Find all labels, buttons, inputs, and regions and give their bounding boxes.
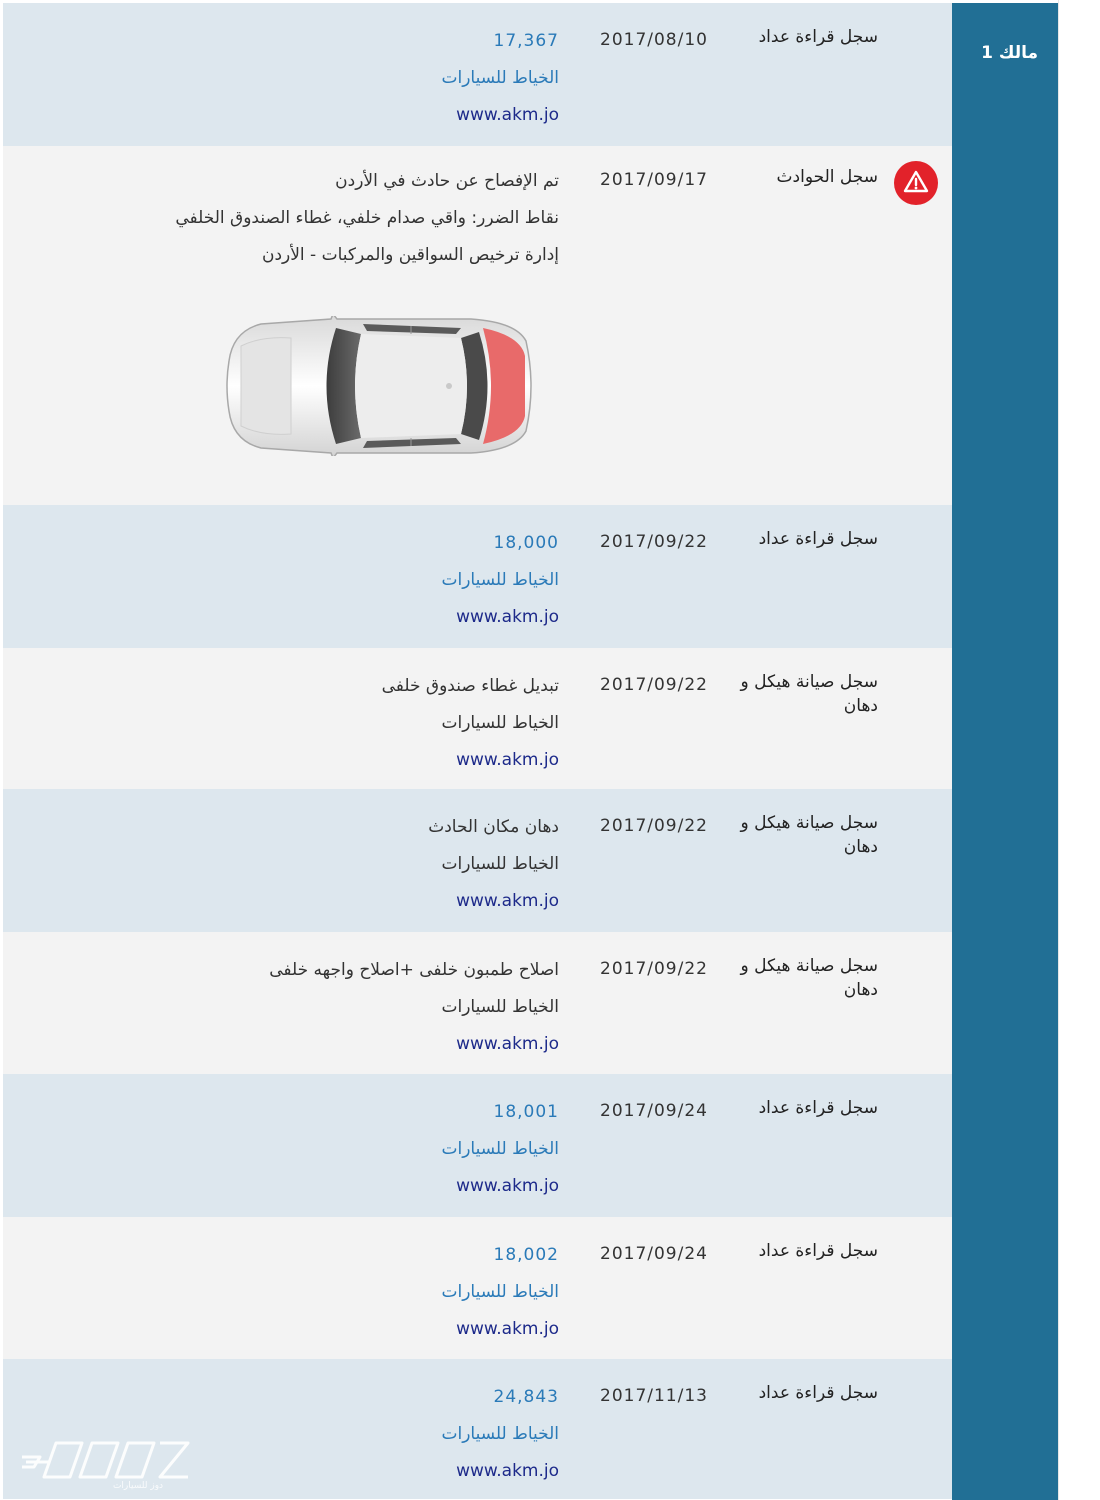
record-type: سجل صيانة هيكل و دهان [740, 813, 878, 857]
record-details [441, 1101, 559, 1212]
dealer-name: الخياط للسيارات [441, 1282, 559, 1302]
dealer-website-link[interactable]: www.akm.jo [456, 891, 559, 911]
dealer-website-link[interactable]: www.akm.jo [456, 1176, 559, 1196]
record-details [382, 675, 559, 786]
odometer-record [3, 1217, 952, 1359]
dealer-website-link[interactable]: www.akm.jo [456, 1461, 559, 1481]
dealer-name: الخياط للسيارات [441, 68, 559, 88]
record-type: سجل صيانة هيكل و دهان [740, 672, 878, 716]
record-details [441, 30, 559, 141]
record-details [441, 1244, 559, 1355]
record-type: سجل قراءة عداد [758, 529, 878, 549]
record-date: 2017/11/13 [600, 1386, 708, 1406]
reporting-authority: إدارة ترخيص السواقين والمركبات - الأردن [261, 245, 559, 265]
odometer-value: 17,367 [493, 31, 559, 51]
car-damage-diagram [221, 316, 539, 456]
dealer-website-link[interactable]: www.akm.jo [456, 607, 559, 627]
record-date: 2017/09/24 [600, 1101, 708, 1121]
warning-icon [894, 161, 938, 205]
record-type: سجل قراءة عداد [758, 27, 878, 47]
dooz-logo [20, 1435, 190, 1490]
odometer-record [3, 505, 952, 648]
dealer-name: الخياط للسيارات [441, 713, 559, 733]
record-details [175, 170, 559, 281]
odometer-record [3, 3, 952, 146]
record-date: 2017/09/22 [600, 959, 708, 979]
dealer-name: الخياط للسيارات [441, 1139, 559, 1159]
record-type: سجل قراءة عداد [758, 1383, 878, 1403]
dooz-tagline: دوز للسيارات [112, 1481, 164, 1490]
record-details [428, 816, 559, 927]
record-date: 2017/09/22 [600, 675, 708, 695]
accident-disclosure: تم الإفصاح عن حادث في الأردن [335, 171, 559, 191]
odometer-value: 18,001 [493, 1102, 559, 1122]
record-type: سجل صيانة هيكل و دهان [740, 956, 878, 1000]
odometer-value: 24,843 [493, 1387, 559, 1407]
dealer-name: الخياط للسيارات [441, 854, 559, 874]
odometer-value: 18,002 [493, 1245, 559, 1265]
record-date: 2017/09/22 [600, 816, 708, 836]
record-date: 2017/09/22 [600, 532, 708, 552]
record-details [441, 532, 559, 643]
history-list [3, 3, 952, 1499]
record-details [269, 959, 559, 1070]
dealer-website-link[interactable]: www.akm.jo [456, 105, 559, 125]
odometer-record [3, 1074, 952, 1217]
owner-label: مالك 1 [981, 43, 1038, 63]
odometer-value: 18,000 [493, 533, 559, 553]
record-date: 2017/09/24 [600, 1244, 708, 1264]
bodywork-record [3, 932, 952, 1074]
bodywork-record [3, 789, 952, 932]
record-type: سجل قراءة عداد [758, 1098, 878, 1118]
record-type: سجل الحوادث [776, 167, 878, 187]
record-date: 2017/08/10 [600, 30, 708, 50]
damage-points: نقاط الضرر: واقي صدام خلفي، غطاء الصندوق الخلفي [175, 208, 559, 228]
dealer-name: الخياط للسيارات [441, 997, 559, 1017]
right-margin [1058, 0, 1100, 1500]
accident-record [3, 146, 952, 505]
dealer-website-link[interactable]: www.akm.jo [456, 1034, 559, 1054]
dealer-name: الخياط للسيارات [441, 570, 559, 590]
owner-sidebar [952, 3, 1058, 1500]
dealer-website-link[interactable]: www.akm.jo [456, 750, 559, 770]
record-type: سجل قراءة عداد [758, 1241, 878, 1261]
record-details [441, 1386, 559, 1497]
bodywork-record [3, 648, 952, 789]
service-description: تبديل غطاء صندوق خلفى [381, 676, 559, 696]
record-date: 2017/09/17 [600, 170, 708, 190]
service-description: دهان مكان الحادث [428, 817, 559, 837]
dealer-name: الخياط للسيارات [441, 1424, 559, 1444]
dealer-website-link[interactable]: www.akm.jo [456, 1319, 559, 1339]
service-description: اصلاح طمبون خلفى +اصلاح واجهه خلفى [269, 960, 559, 980]
